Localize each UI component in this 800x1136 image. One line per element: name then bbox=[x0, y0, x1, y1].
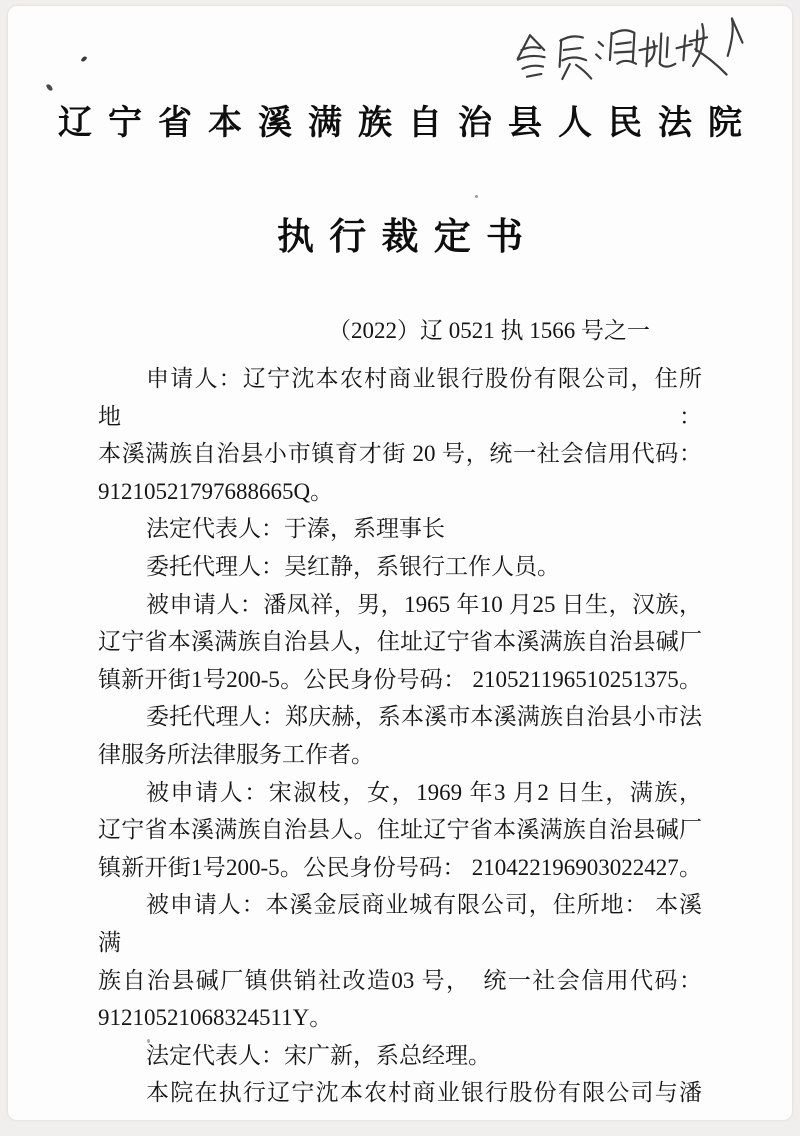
document-body bbox=[98, 360, 702, 1112]
ink-speck bbox=[46, 83, 53, 91]
body-line-ruling-intro: 本院在执行辽宁沈本农村商业银行股份有限公司与潘 bbox=[146, 1080, 702, 1106]
body-line-legal-representative: 法定代表人：于溱，系理事长 bbox=[146, 516, 445, 542]
body-line-respondent-1-id: 镇新开街1号200-5。公民身份号码： 210521196510251375。 bbox=[98, 666, 702, 692]
court-name: 辽宁省本溪满族自治县人民法院 bbox=[58, 105, 758, 142]
document-title: 执 行 裁 定 书 bbox=[277, 217, 526, 258]
ink-speck bbox=[147, 1039, 150, 1043]
body-line-respondent-1: 被申请人：潘凤祥，男，1965 年10 月25 日生，汉族， bbox=[146, 591, 703, 617]
body-line-respondent-3-address: 族自治县碱厂镇供销社改造03 号， 统一社会信用代码： bbox=[98, 967, 702, 993]
body-line-applicant-credit-code: 91210521797688665Q。 bbox=[98, 478, 334, 504]
body-line-respondent-1-address: 辽宁省本溪满族自治县人，住址辽宁省本溪满族自治县碱厂 bbox=[98, 629, 702, 655]
body-line-applicant: 申请人：辽宁沈本农村商业银行股份有限公司，住所地： bbox=[98, 366, 702, 429]
body-line-applicant-address: 本溪满族自治县小市镇育才街 20 号，统一社会信用代码： bbox=[98, 441, 702, 467]
ink-speck bbox=[81, 55, 88, 62]
ink-speck bbox=[475, 195, 478, 198]
body-line-respondent-1-agent: 委托代理人：郑庆赫，系本溪市本溪满族自治县小市法 bbox=[146, 704, 702, 730]
handwritten-annotation bbox=[498, 8, 750, 97]
body-line-respondent-2-id: 镇新开街1号200-5。公民身份号码： 210422196903022427。 bbox=[98, 854, 702, 880]
body-line-respondent-1-agent-cont: 律服务所法律服务工作者。 bbox=[98, 741, 374, 767]
body-line-respondent-3: 被申请人：本溪金辰商业城有限公司，住所地： 本溪满 bbox=[98, 892, 702, 955]
ruling-document-page bbox=[8, 6, 792, 1120]
body-line-respondent-3-representative: 法定代表人：宋广新，系总经理。 bbox=[146, 1042, 491, 1068]
body-line-respondent-2: 被申请人：宋淑枝，女，1969 年3 月2 日生，满族， bbox=[146, 779, 702, 805]
body-line-respondent-3-credit-code: 91210521068324511Y。 bbox=[98, 1005, 333, 1031]
body-line-entrusted-agent: 委托代理人：吴红静，系银行工作人员。 bbox=[146, 553, 560, 579]
case-number: （2022）辽 0521 执 1566 号之一 bbox=[328, 318, 650, 343]
body-line-respondent-2-address: 辽宁省本溪满族自治县人。住址辽宁省本溪满族自治县碱厂 bbox=[98, 817, 702, 843]
